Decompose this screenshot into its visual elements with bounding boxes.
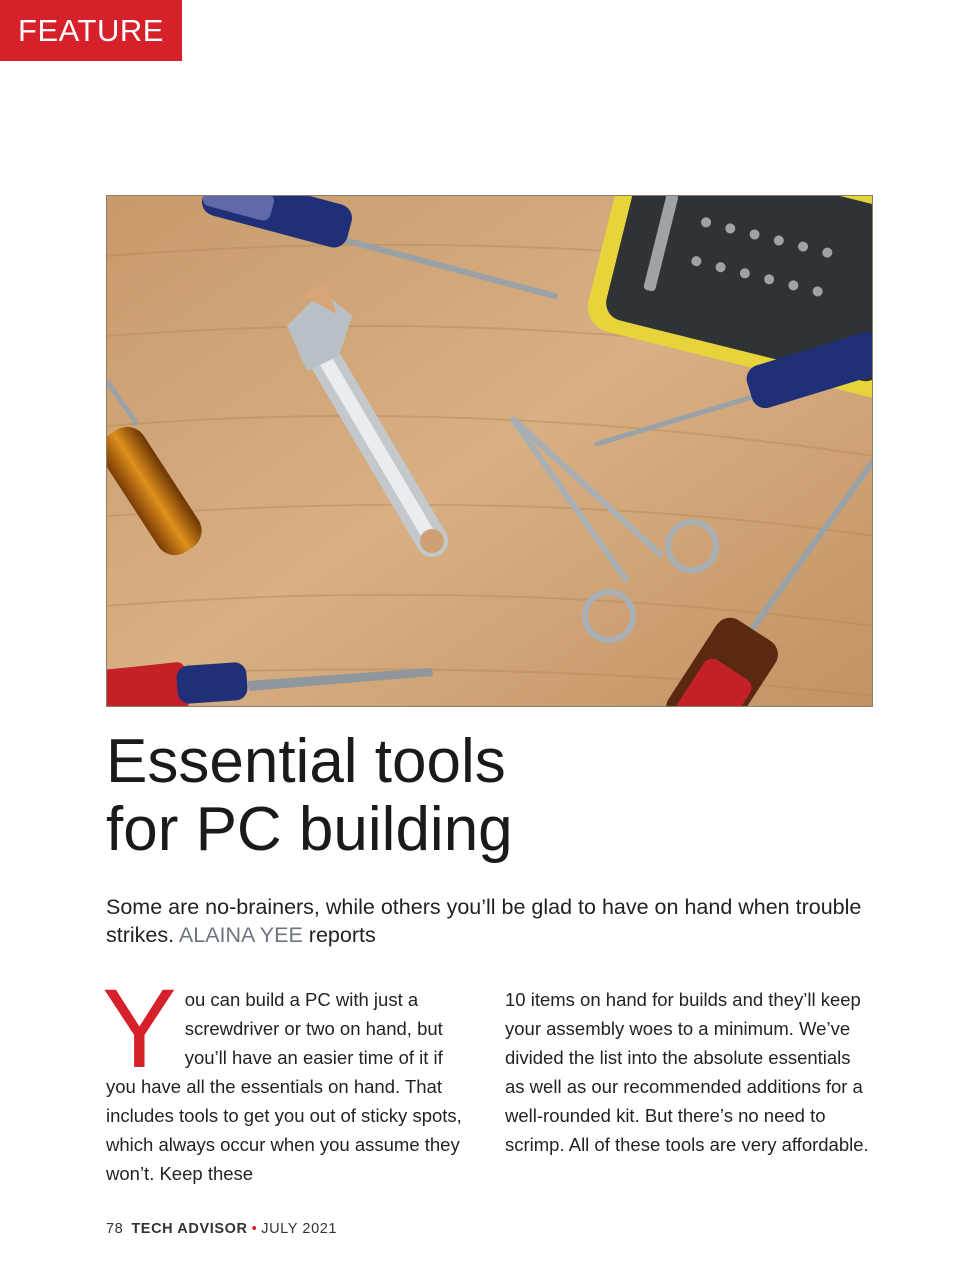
body-text-2: 10 items on hand for builds and they’ll keep your assembly woes to a minimum. We’ve divided the list into the absolute essentials as well as our recommended additions for a well-rounded kit. But there’s no need to scrimp. All of these tools are very affordable. xyxy=(505,989,869,1155)
magazine-name: TECH ADVISOR xyxy=(131,1221,248,1237)
body-text-1: ou can build a PC with just a screwdriver or two on hand, but you’ll have an easier time of it if you have all the essentials on hand. That includes tools to get you out of sticky spots, which always occur when you assume they won’t. Keep these xyxy=(106,989,462,1184)
drop-cap: Y xyxy=(102,966,177,1091)
separator-dot: • xyxy=(251,1221,258,1237)
body-column-1 xyxy=(102,966,476,1188)
hero-photo xyxy=(106,195,873,707)
headline-line-2: for PC building xyxy=(106,795,513,864)
section-label: FEATURE xyxy=(0,0,182,61)
standfirst-text: Some are no-brainers, while others you’ll be glad to have on hand when trouble strikes. xyxy=(106,895,862,947)
standfirst-suffix: reports xyxy=(308,923,376,947)
author-byline: ALAINA YEE xyxy=(178,923,303,947)
standfirst xyxy=(106,893,886,949)
page-number: 78 xyxy=(106,1221,124,1237)
body-column-2 xyxy=(505,985,875,1159)
headline xyxy=(106,728,866,864)
page-footer xyxy=(106,1221,337,1237)
issue-date: JULY 2021 xyxy=(261,1221,338,1237)
headline-line-1: Essential tools xyxy=(106,727,506,796)
